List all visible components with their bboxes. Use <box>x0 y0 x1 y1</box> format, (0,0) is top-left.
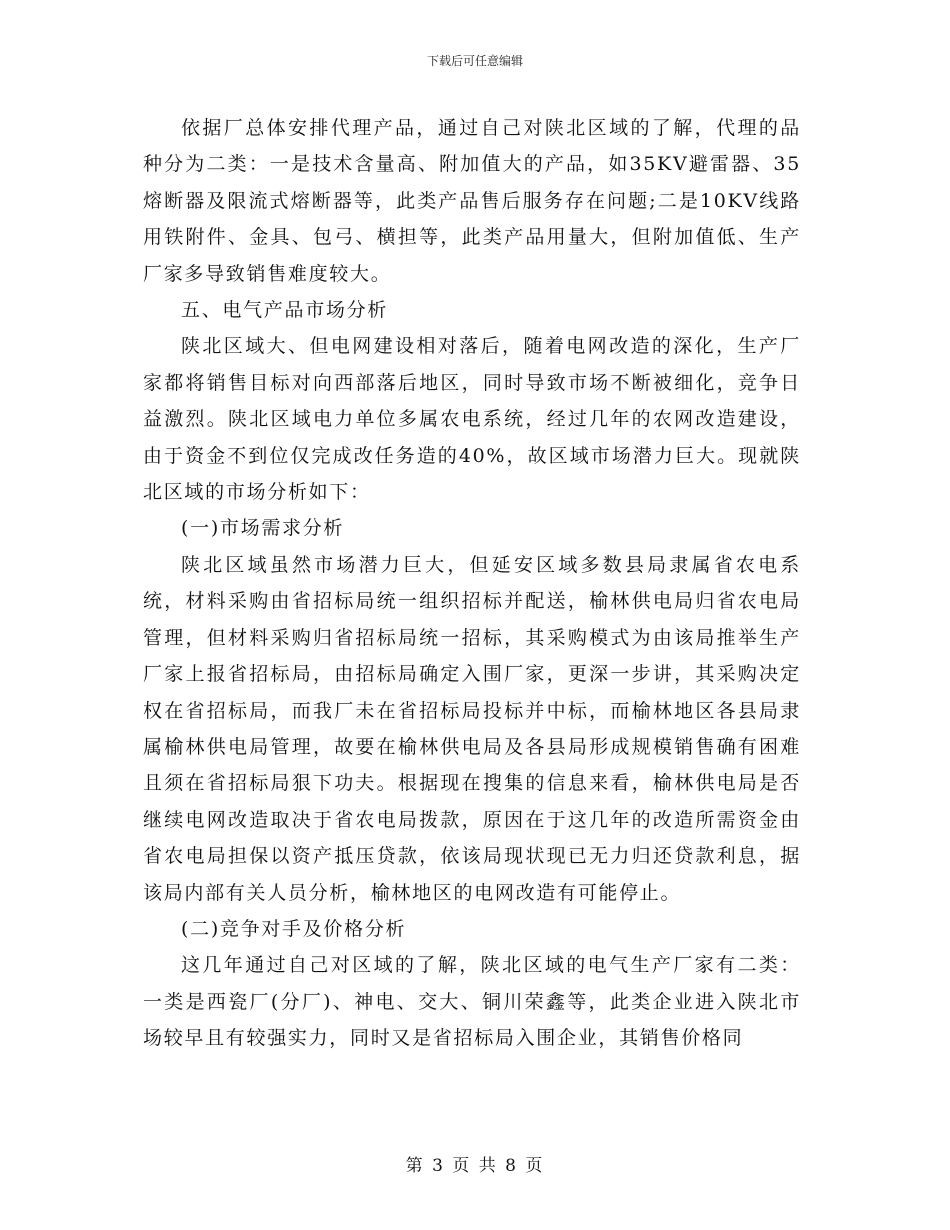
page-header-note: 下载后可任意编辑 <box>426 54 523 68</box>
paragraph-demand-analysis: 陕北区域虽然市场潜力巨大，但延安区域多数县局隶属省农电系统，材料采购由省招标局统一组织招标并配送，榆林供电局归省农电局管理，但材料采购归省招标局统一招标，其采购模式为由该局推举生产厂家上报省招标局，由招标局确定入围厂家，更深一步讲，其采购决定权在省招标局，而我厂未在省招标局投标并中标，而榆林地区各县局隶属榆林供电局管理，故要在榆林供电局及各县局形成规模销售确有困难且须在省招标局狠下功夫。根据现在搜集的信息来看，榆林供电局是否继续电网改造取决于省农电局拨款，原因在于这几年的改造所需资金由省农电局担保以资产抵压贷款，依该局现状现已无力归还贷款利息，据该局内部有关人员分析，榆林地区的电网改造有可能停止。 <box>143 553 801 904</box>
page-number-footer: 第 3 页 共 8 页 <box>405 1156 545 1176</box>
paragraph-market-overview: 陕北区域大、但电网建设相对落后，随着电网改造的深化，生产厂家都将销售目标对向西部落后地区，同时导致市场不断被细化，竞争日益激烈。陕北区域电力单位多属农电系统，经过几年的农网改造建设，由于资金不到位仅完成改任务造的40%，故区域市场潜力巨大。现就陕北区域的市场分析如下： <box>143 335 801 504</box>
section-heading-market-analysis: 五、电气产品市场分析 <box>181 299 389 322</box>
subsection-heading-demand: (一)市场需求分析 <box>181 517 345 540</box>
document-body <box>143 110 801 1057</box>
paragraph-competition-analysis: 这几年通过自己对区域的了解，陕北区域的电气生产厂家有二类：一类是西瓷厂(分厂)、神电、交大、铜川荣鑫等，此类企业进入陕北市场较早且有较强实力，同时又是省招标局入围企业，其销售价格同 <box>143 954 801 1050</box>
subsection-heading-competition: (二)竞争对手及价格分析 <box>181 917 407 940</box>
paragraph-product-categories: 依据厂总体安排代理产品，通过自己对陕北区域的了解，代理的品种分为二类：一是技术含量高、附加值大的产品，如35KV避雷器、35熔断器及限流式熔断器等，此类产品售后服务存在问题;二是10KV线路用铁附件、金具、包弓、横担等，此类产品用量大，但附加值低、生产厂家多导致销售难度较大。 <box>143 117 801 285</box>
